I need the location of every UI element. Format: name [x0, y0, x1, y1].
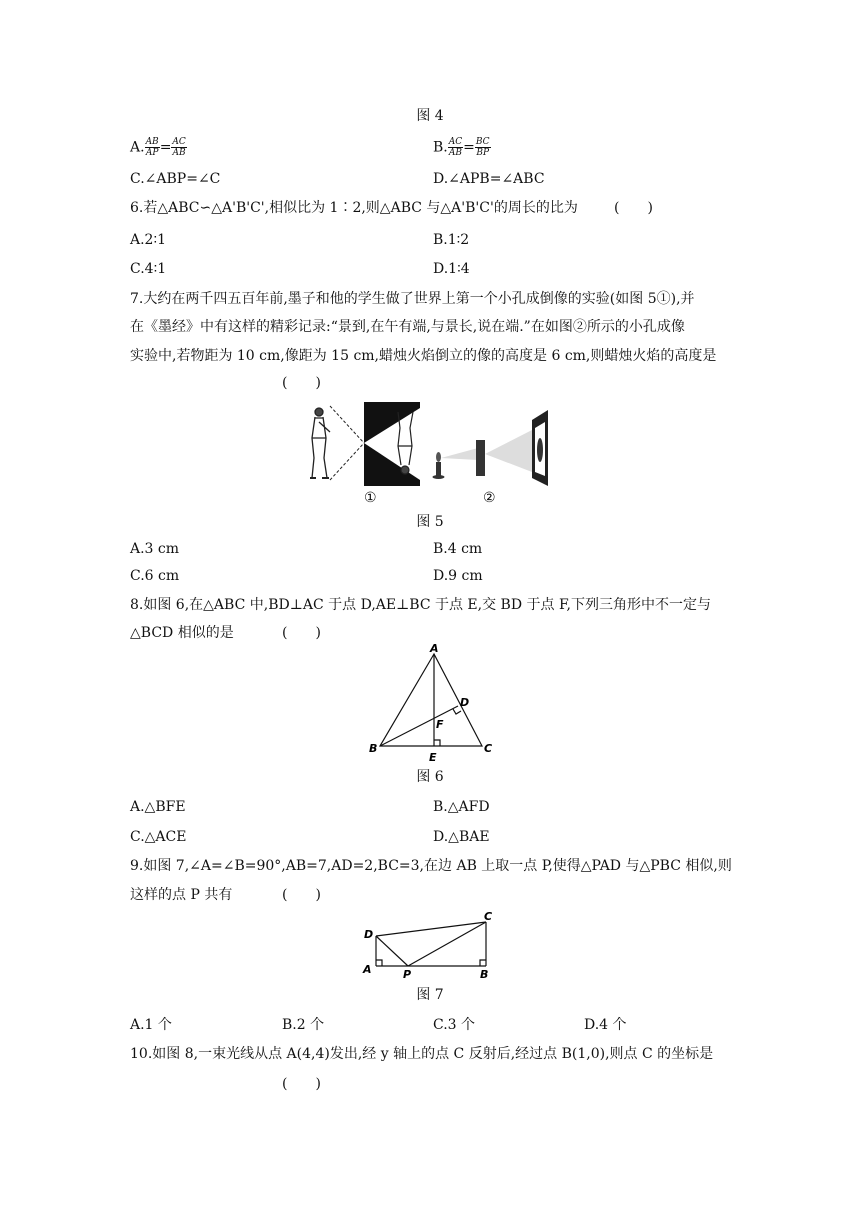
figure-4-caption: 图 4: [416, 108, 444, 124]
standing-person-icon: [310, 408, 330, 478]
q8-option-a[interactable]: A.△BFE: [130, 799, 186, 815]
point-d-label: D: [364, 928, 374, 941]
figure-7-diagram: [358, 908, 504, 982]
figure-5-label-1: ①: [364, 490, 377, 506]
q7-stem-line3: 实验中,若物距为 10 cm,像距为 15 cm,蜡烛火焰倒立的像的高度是 6 cm,则蜡烛火焰的高度是: [130, 348, 717, 364]
q5-option-d[interactable]: D.∠APB=∠ABC: [433, 171, 545, 187]
q8-option-d[interactable]: D.△BAE: [433, 829, 490, 845]
q9-option-d[interactable]: D.4 个: [584, 1017, 627, 1033]
q6-option-b[interactable]: B.1∶2: [433, 232, 470, 248]
q8-answer-blank: ( ): [282, 625, 321, 641]
figure-5-illustration: [300, 398, 562, 498]
q9-stem-line2: 这样的点 P 共有: [130, 887, 233, 903]
point-a-label: A: [430, 642, 439, 655]
q8-stem-line1: 8.如图 6,在△ABC 中,BD⊥AC 于点 D,AE⊥BC 于点 E,交 BD 于点 F,下列三角形中不一定与: [130, 597, 711, 613]
q8-option-b[interactable]: B.△AFD: [433, 799, 490, 815]
figure-5-label-2: ②: [483, 490, 496, 506]
point-e-label: E: [429, 751, 437, 764]
point-b-label: B: [480, 968, 489, 981]
q7-answer-blank: ( ): [282, 375, 321, 391]
q5-option-c[interactable]: C.∠ABP=∠C: [130, 171, 221, 187]
q6-option-a[interactable]: A.2∶1: [130, 232, 167, 248]
point-b-label: B: [369, 742, 378, 755]
point-d-label: D: [460, 696, 470, 709]
figure-6-caption: 图 6: [416, 769, 444, 785]
q5-option-b[interactable]: B. $\frac{AC}{AB}$ = $\frac{BC}{BP}$: [433, 137, 490, 158]
point-a-label: A: [363, 963, 372, 976]
q8-stem-line2: △BCD 相似的是: [130, 625, 234, 641]
q5-option-a[interactable]: A. $\frac{AB}{AP}$ = $\frac{AC}{AB}$: [130, 137, 186, 158]
pinhole-board: [476, 440, 485, 476]
q6-stem: 6.若△ABC∽△A'B'C',相似比为 1∶2,则△ABC 与△A'B'C'的周长的比为: [130, 200, 578, 216]
q9-stem-line1: 9.如图 7,∠A=∠B=90°,AB=7,AD=2,BC=3,在边 AB 上取一点 P,使得△PAD 与△PBC 相似,则: [130, 858, 732, 874]
point-c-label: C: [484, 742, 493, 755]
q7-option-c[interactable]: C.6 cm: [130, 568, 180, 584]
candle-icon: [433, 452, 445, 479]
figure-7-caption: 图 7: [416, 987, 444, 1003]
point-c-label: C: [484, 910, 493, 923]
q10-stem-line1: 10.如图 8,一束光线从点 A(4,4)发出,经 y 轴上的点 C 反射后,经过点 B(1,0),则点 C 的坐标是: [130, 1046, 714, 1062]
figure-5-caption: 图 5: [416, 514, 444, 530]
q8-option-c[interactable]: C.△ACE: [130, 829, 187, 845]
point-p-label: P: [403, 968, 412, 981]
q10-answer-blank: ( ): [282, 1076, 321, 1092]
q7-stem-line2: 在《墨经》中有这样的精彩记录:“景到,在午有端,与景长,说在端.”在如图②所示的小孔成像: [130, 319, 685, 335]
point-f-label: F: [436, 718, 444, 731]
screen-icon: [532, 410, 548, 486]
figure-6-triangle: [364, 642, 504, 768]
q9-option-b[interactable]: B.2 个: [282, 1017, 325, 1033]
q9-answer-blank: ( ): [282, 887, 321, 903]
q9-option-a[interactable]: A.1 个: [130, 1017, 172, 1033]
q7-stem-line1: 7.大约在两千四五百年前,墨子和他的学生做了世界上第一个小孔成倒像的实验(如图 5①),并: [130, 291, 695, 307]
q7-option-a[interactable]: A.3 cm: [130, 541, 180, 557]
q6-option-c[interactable]: C.4∶1: [130, 261, 167, 277]
q6-answer-blank: ( ): [614, 200, 653, 216]
q7-option-b[interactable]: B.4 cm: [433, 541, 483, 557]
q6-option-d[interactable]: D.1∶4: [433, 261, 470, 277]
q9-option-c[interactable]: C.3 个: [433, 1017, 476, 1033]
q7-option-d[interactable]: D.9 cm: [433, 568, 483, 584]
